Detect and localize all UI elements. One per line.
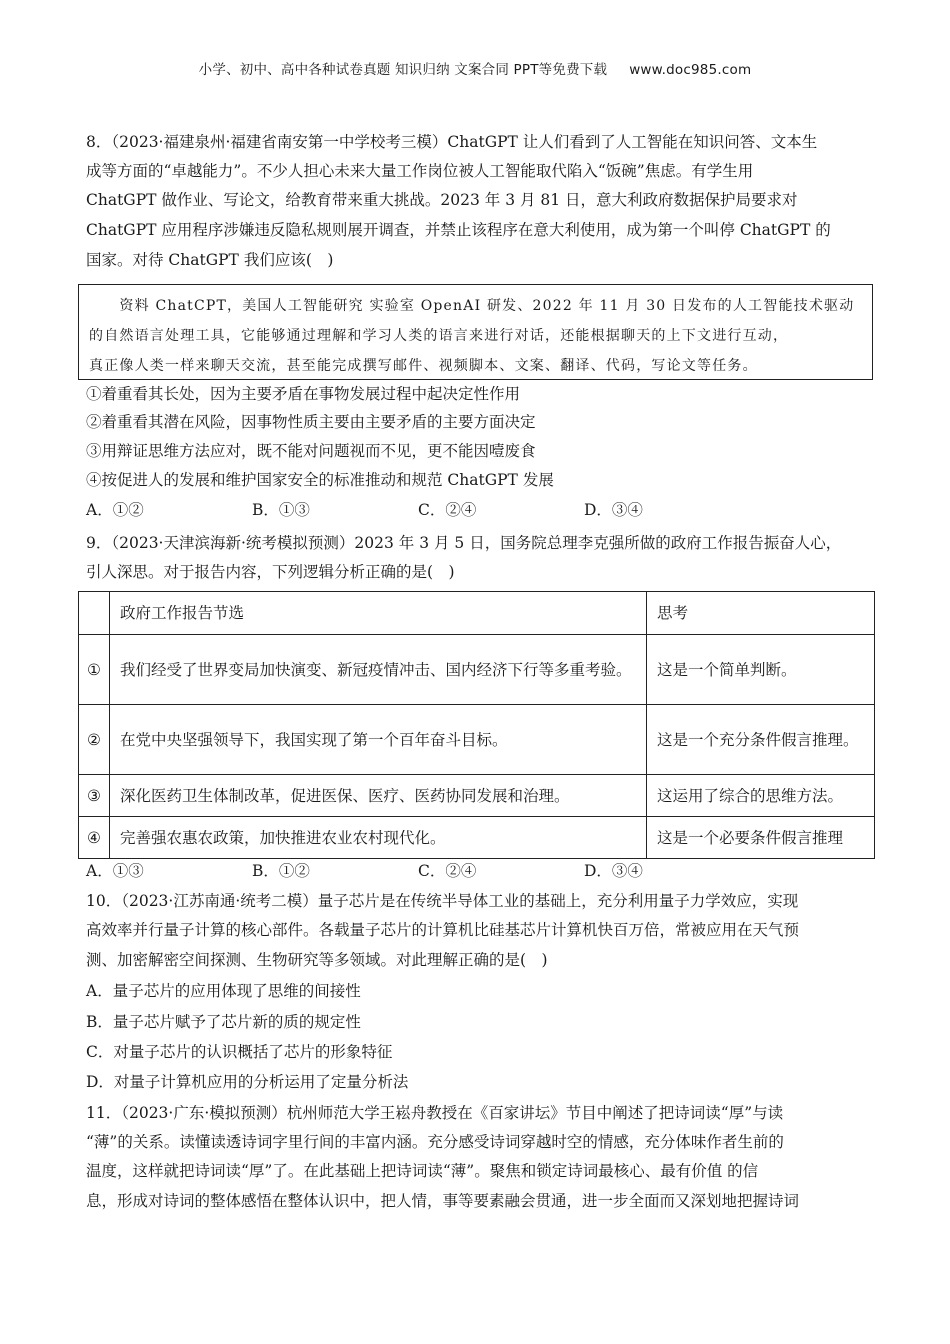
q10-line-1: 10．（2023·江苏南通·统考二模）量子芯片是在传统半导体工业的基础上，充分利用量子力学效应，实现 [86,892,799,910]
q10-option-d: D．对量子计算机应用的分析运用了定量分析法 [86,1073,409,1091]
q9-line-2: 引人深思。对于报告内容，下列逻辑分析正确的是( ) [86,563,455,581]
page-header [0,58,950,78]
q10-line-2: 高效率并行量子计算的核心部件。各载量子芯片的计算机比硅基芯片计算机快百万倍，常被应用在天气预 [86,921,800,939]
q8-line-4: ChatGPT 应用程序涉嫌违反隐私规则展开调查，并禁止该程序在意大利使用，成为第一个叫停 ChatGPT 的 [86,221,831,239]
q11-line-3: 温度，这样就把诗词读“厚”了。在此基础上把诗词读“薄”。聚焦和锁定诗词最核心、最有价值 的信 [86,1162,759,1180]
q8-option-c: C．②④ [418,501,477,519]
q8-statement-1: ①着重看其长处，因为主要矛盾在事物发展过程中起决定性作用 [86,385,521,403]
table-row [79,817,875,859]
table-row [79,635,875,705]
q8-statement-4: ④按促进人的发展和维护国家安全的标准推动和规范 ChatGPT 发展 [86,471,554,489]
q9-option-b: B．①② [252,862,310,880]
q9-row-num: ④ [79,817,110,859]
q8-option-d: D．③④ [584,501,643,519]
q8-option-a: A．①② [86,501,144,519]
q10-line-3: 测、加密解密空间探测、生物研究等多领域。对此理解正确的是( ) [86,951,548,969]
q9-row-excerpt: 在党中央坚强领导下，我国实现了第一个百年奋斗目标。 [110,705,647,775]
q8-material-line-3: 真正像人类一样来聊天交流，甚至能完成撰写邮件、视频脚本、文案、翻译、代码，写论文等任务。 [89,358,758,374]
q9-row-thought: 这是一个充分条件假言推理。 [647,705,875,775]
q9-table-header-row [79,592,875,635]
q10-option-b: B．量子芯片赋予了芯片新的质的规定性 [86,1013,361,1031]
q9-option-c: C．②④ [418,862,477,880]
q9-option-d: D．③④ [584,862,643,880]
q9-row-excerpt: 深化医药卫生体制改革，促进医保、医疗、医药协同发展和治理。 [110,775,647,817]
q9-row-num: ② [79,705,110,775]
q9-row-thought: 这是一个简单判断。 [647,635,875,705]
q9-row-thought: 这运用了综合的思维方法。 [647,775,875,817]
q9-line-1: 9．（2023·天津滨海新·统考模拟预测）2023 年 3 月 5 日，国务院总理李克强所做的政府工作报告振奋人心， [86,534,842,552]
q9-table [78,591,875,859]
q8-statement-3: ③用辩证思维方法应对，既不能对问题视而不见，更不能因噎废食 [86,442,536,460]
header-site: www.doc985.com [629,62,752,78]
table-row [79,705,875,775]
q8-statement-2: ②着重看其潜在风险，因事物性质主要由主要矛盾的主要方面决定 [86,413,536,431]
q9-row-excerpt: 完善强农惠农政策，加快推进农业农村现代化。 [110,817,647,859]
q11-line-1: 11．（2023·广东·模拟预测）杭州师范大学王崧舟教授在《百家讲坛》节目中阐述了把诗词读“厚”与读 [86,1104,784,1122]
q8-option-b: B．①③ [252,501,310,519]
q8-line-3: ChatGPT 做作业、写论文，给教育带来重大挑战。2023 年 3 月 81 日，意大利政府数据保护局要求对 [86,191,798,209]
q8-line-1: 8．（2023·福建泉州·福建省南安第一中学校考三模）ChatGPT 让人们看到了人工智能在知识问答、文本生 [86,133,818,151]
q8-material-line-1: 资料 ChatCPT，美国人工智能研究 实验室 OpenAI 研发、2022 年 11 月 30 日发布的人工智能技术驱动 [89,298,855,314]
q11-line-4: 息，形成对诗词的整体感悟在整体认识中，把人情，事等要素融会贯通，进一步全面而又深划地把握诗词 [86,1192,800,1210]
q8-material-line-2: 的自然语言处理工具，它能够通过理解和学习人类的语言来进行对话，还能根据聊天的上下文进行互动， [89,328,789,344]
q8-line-2: 成等方面的“卓越能力”。不少人担心未来大量工作岗位被人工智能取代陷入“饭碗”焦虑。有学生用 [86,162,754,180]
q11-line-2: “薄”的关系。读懂读透诗词字里行间的丰富内涵。充分感受诗词穿越时空的情感，充分体味作者生前的 [86,1133,784,1151]
q9-header-excerpt: 政府工作报告节选 [110,592,647,635]
q8-material-box [78,284,873,380]
q9-row-thought: 这是一个必要条件假言推理 [647,817,875,859]
q9-header-num [79,592,110,635]
q10-option-a: A．量子芯片的应用体现了思维的间接性 [86,982,361,1000]
q9-row-num: ③ [79,775,110,817]
q10-option-c: C．对量子芯片的认识概括了芯片的形象特征 [86,1043,393,1061]
header-text: 小学、初中、高中各种试卷真题 知识归纳 文案合同 PPT等免费下载 [198,62,608,78]
q9-option-a: A．①③ [86,862,144,880]
q9-row-excerpt: 我们经受了世界变局加快演变、新冠疫情冲击、国内经济下行等多重考验。 [110,635,647,705]
table-row [79,775,875,817]
q9-row-num: ① [79,635,110,705]
q8-line-5: 国家。对待 ChatGPT 我们应该( ) [86,251,334,269]
q9-header-thought: 思考 [647,592,875,635]
